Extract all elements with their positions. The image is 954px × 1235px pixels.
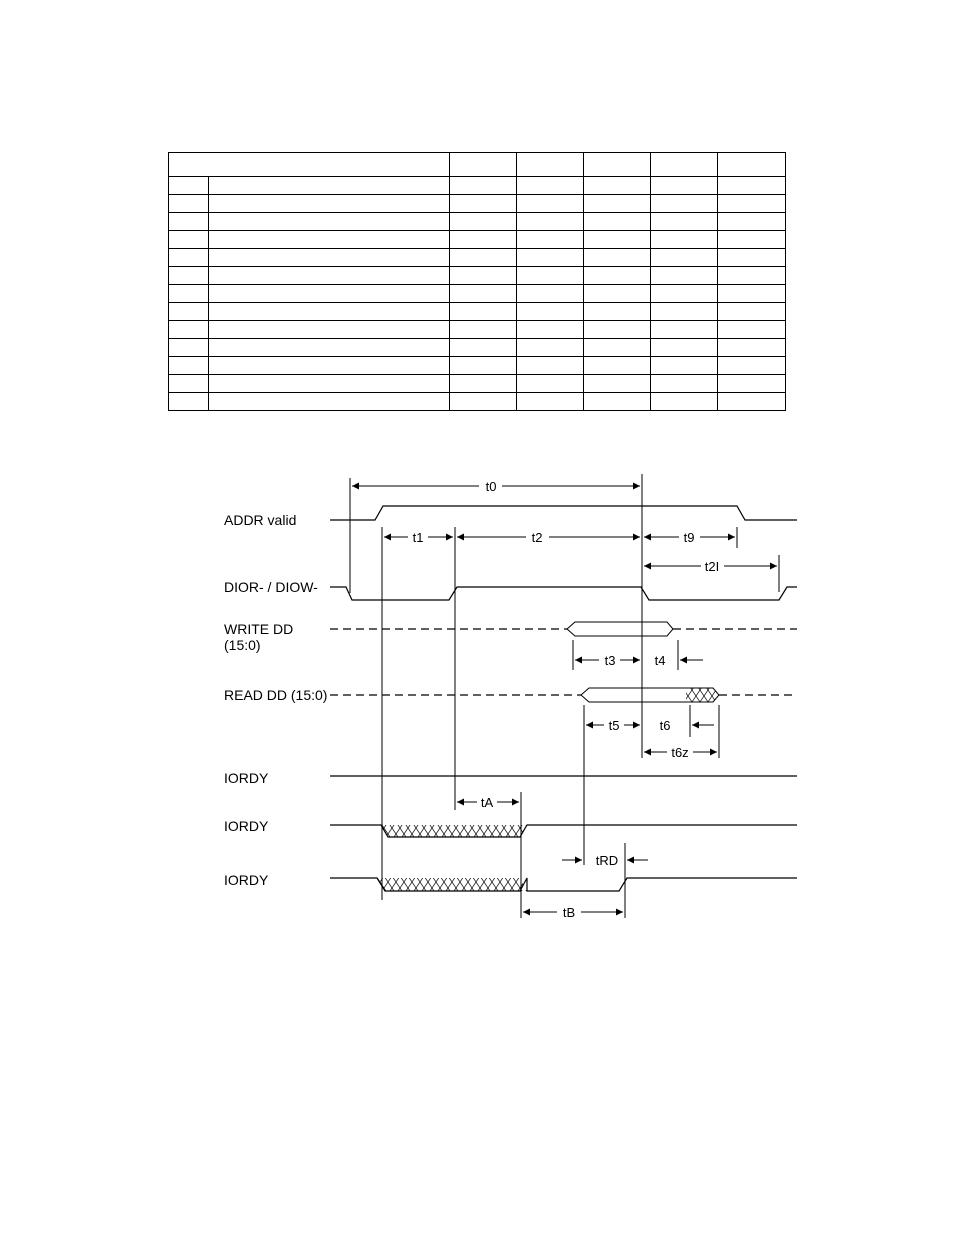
dior-diow-waveform bbox=[330, 587, 797, 600]
t6-label: t6 bbox=[659, 718, 671, 733]
dior-diow-label: DIOR- / DIOW- bbox=[224, 579, 318, 595]
t9-label: t9 bbox=[683, 530, 695, 545]
t3-label: t3 bbox=[604, 653, 616, 668]
t0-label: t0 bbox=[485, 479, 497, 494]
t5-label: t5 bbox=[608, 718, 620, 733]
t6z-label: t6z bbox=[671, 745, 689, 760]
ta-label: tA bbox=[480, 795, 494, 810]
t2-label: t2 bbox=[531, 530, 543, 545]
read-dd-label: READ DD (15:0) bbox=[224, 687, 328, 703]
write-dd-label: WRITE DD bbox=[224, 621, 294, 637]
addr-valid-waveform bbox=[330, 506, 797, 520]
t4-label: t4 bbox=[654, 653, 666, 668]
iordy-label-1: IORDY bbox=[224, 770, 269, 786]
tb-label: tB bbox=[562, 905, 576, 920]
addr-valid-label: ADDR valid bbox=[224, 512, 297, 528]
write-dd-bits-label: (15:0) bbox=[224, 637, 261, 653]
iordy-label-3: IORDY bbox=[224, 872, 269, 888]
trd-label: tRD bbox=[595, 853, 619, 868]
t1-label: t1 bbox=[412, 530, 424, 545]
iordy-label-2: IORDY bbox=[224, 818, 269, 834]
t2i-label: t2I bbox=[704, 559, 720, 574]
